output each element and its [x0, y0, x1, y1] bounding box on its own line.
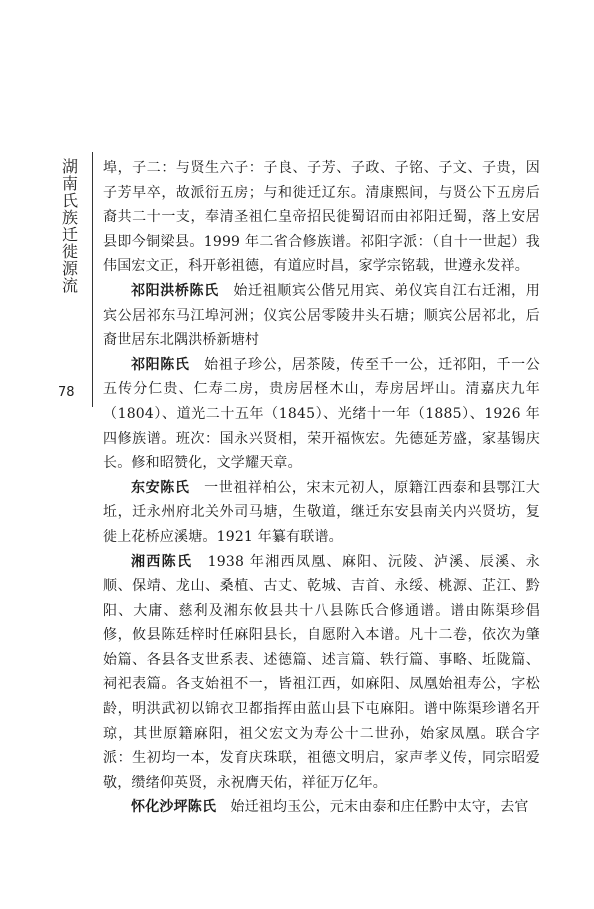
- clan-heading: 怀化沙坪陈氏: [131, 799, 217, 816]
- paragraph-xiangxi-chen: [103, 550, 540, 796]
- running-head-book-title: 湖南氏族迁徙源流: [61, 157, 78, 295]
- paragraph-continuation: [103, 156, 540, 279]
- clan-heading: 祁阳陈氏: [131, 356, 190, 373]
- clan-heading: 湘西陈氏: [131, 553, 193, 570]
- paragraph-text: 始迁祖顺宾公偕兄用宾、弟仪宾自江右迁湘，用宾公居祁东马江埠河洲；仪宾公居零陵井头石塘；顺宾公居祁北，后裔世居东北隅洪桥新塘村: [103, 282, 540, 349]
- page-number: 78: [58, 385, 75, 400]
- paragraph-text: 始祖子珍公，居茶陵，传至千一公，迁祁阳，千一公五传分仁贵、仁寿二房，贵房居柽木山，寿房居坪山。清嘉庆九年（1804）、道光二十五年（1845）、光绪十一年（1885）、1926 年四修族谱。班次：国永兴贤相，荣开福恢宏。先德延芳盛，家基锡庆长。修和昭赞化，文学耀天章。: [103, 356, 540, 472]
- paragraph-text: 埠，子二：与贤生六子：子良、子芳、子政、子铭、子文、子贵，因子芳早卒，故派衍五房；与和徙迁辽东。清康熙间，与贤公下五房后裔共二十一支，奉清圣祖仁皇帝招民徙蜀诏而由祁阳迁蜀，落上安居县即今铜梁县。1999 年二省合修族谱。祁阳字派：（自十一世起）我伟国宏文正，科开彰祖德，有道应时昌，家学宗铭载，世遵永发祥。: [103, 160, 540, 275]
- margin-rule: [92, 152, 93, 407]
- paragraph-text: 始迁祖均玉公，元末由泰和庄任黔中太守，去官: [230, 799, 529, 816]
- paragraph-text: 1938 年湘西凤凰、麻阳、沅陵、泸溪、辰溪、永顺、保靖、龙山、桑植、古丈、乾城、吉首、永绥、桃源、芷江、黔阳、大庸、慈利及湘东攸县共十八县陈氏合修通谱。谱由陈渠珍倡修，攸县陈廷梓时任麻阳县长，自愿附入本谱。凡十二卷，依次为肇始篇、各县各支世系表、述德篇、述言篇、轶行篇、事略、坵陇篇、祠祀表篇。各支始祖不一，皆祖江西，如麻阳、凤凰始祖寿公，字松龄，明洪武初以锦衣卫都指挥由蓝山县下屯麻阳。谱中陈渠珍谱名开琼，其世原籍麻阳，祖父宏文为寿公十二世孙，始家凤凰。联合字派：生初均一本，发育庆珠联，祖德文明启，家声孝义传，同宗昭爱敬，缵绪仰英贤，永祝膺天佑，祥征万亿年。: [103, 553, 540, 791]
- paragraph-text: 一世祖祥柏公，宋末元初人，原籍江西泰和县鄂江大坵，迁永州府北关外司马塘，生敬道，继迁东安县南关内兴贤坊，复徙上花桥应溪塘。1921 年纂有联谱。: [103, 479, 540, 545]
- paragraph-huaihua-shaping-chen: [103, 795, 540, 820]
- paragraph-qiyang-hongqiao-chen: [103, 279, 540, 353]
- paragraph-qiyang-chen: [103, 353, 540, 476]
- paragraph-dongan-chen: [103, 476, 540, 550]
- body-text: [103, 156, 540, 820]
- clan-heading: 祁阳洪桥陈氏: [131, 282, 219, 299]
- clan-heading: 东安陈氏: [131, 479, 190, 496]
